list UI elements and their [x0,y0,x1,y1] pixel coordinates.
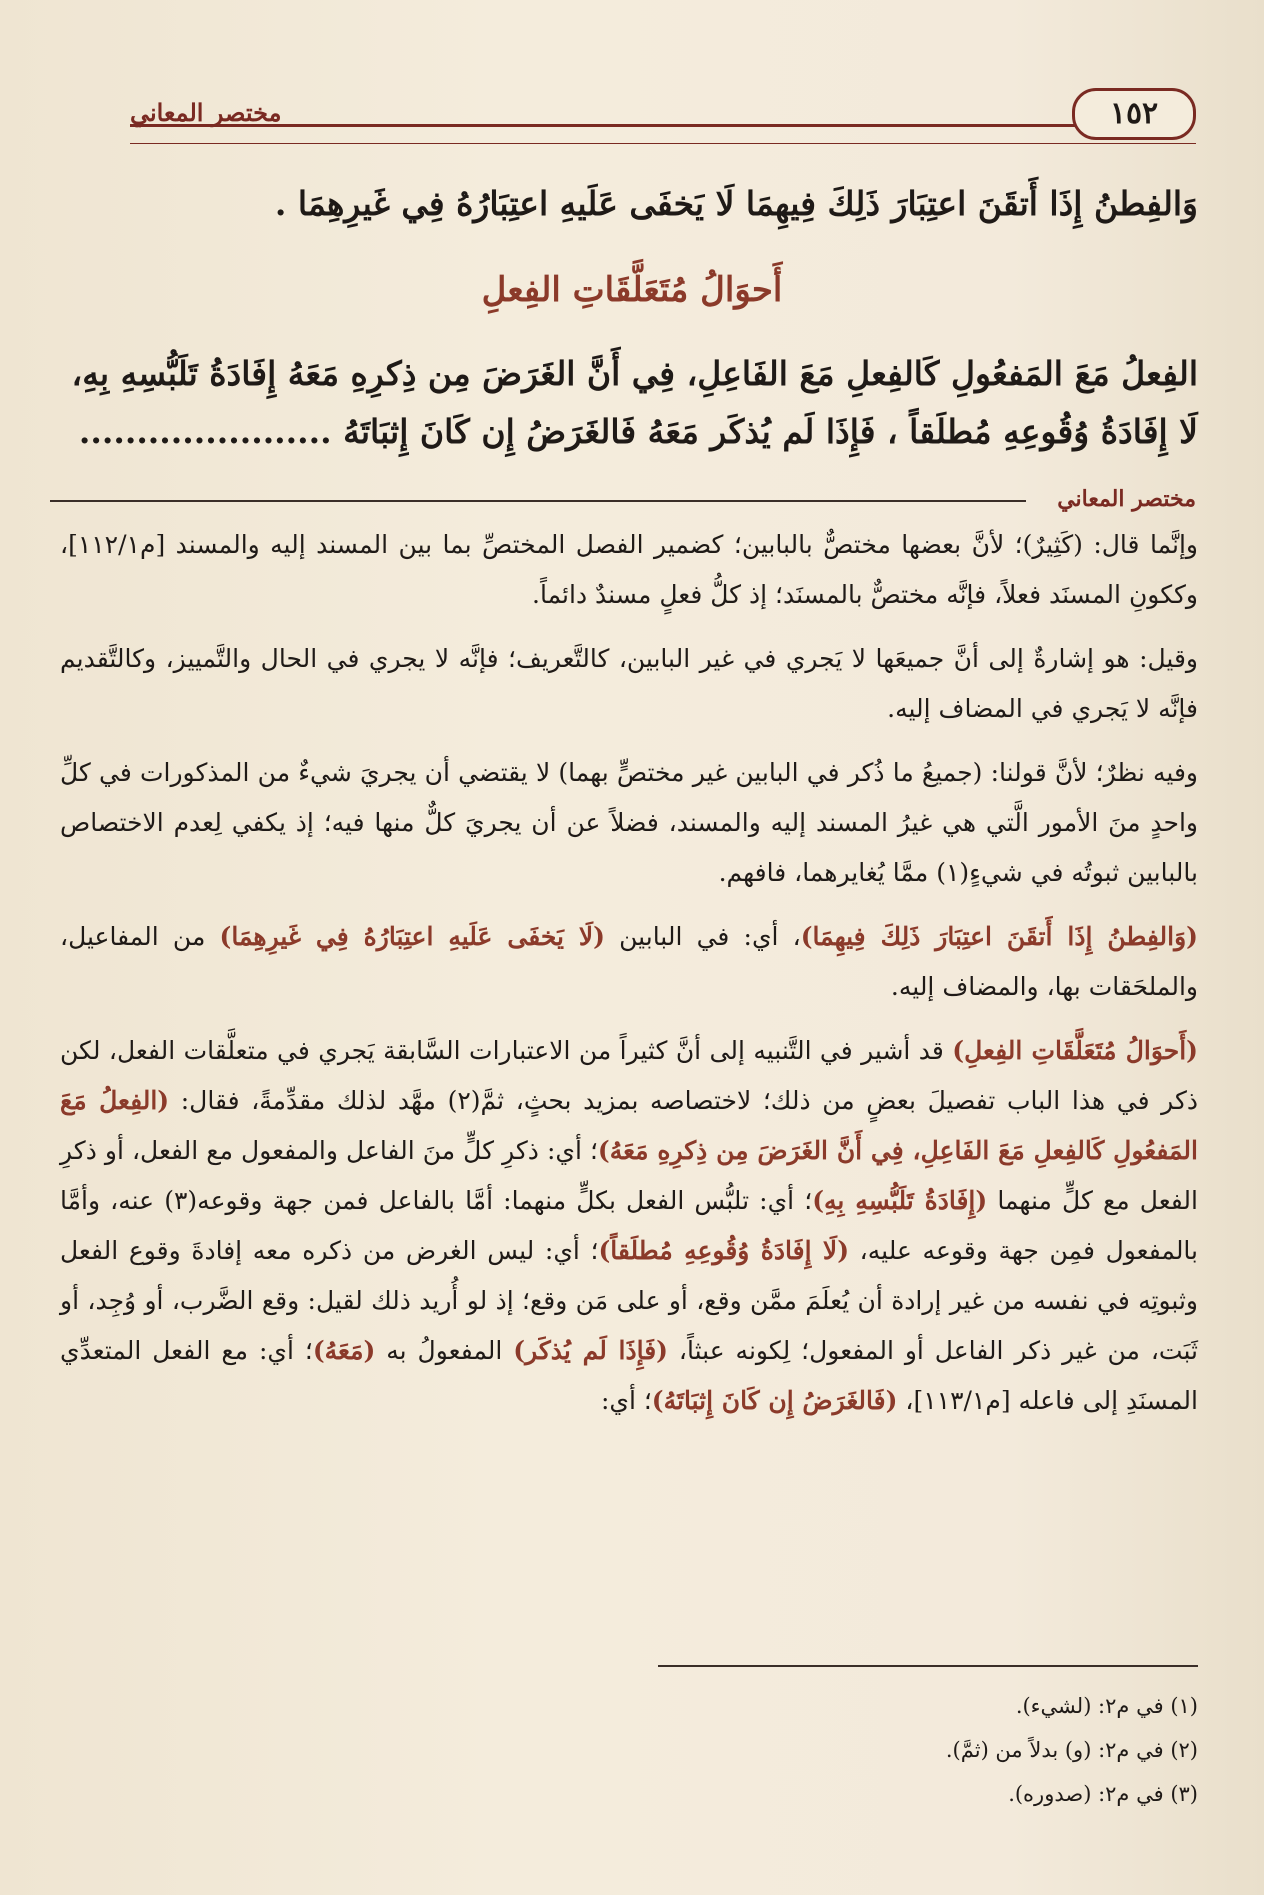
quoted-text: (لَا يَخفَى عَلَيهِ اعتِبَارُهُ فِي غَيرِهِمَا) [219,922,605,951]
commentary-text: ؛ أي: ذكرِ كلٍّ منَ الفاعل والمفعول مع الفعل، أو ذكرِ الفعل مع كلٍّ منهما [60,1136,1198,1215]
commentary-paragraph [60,1026,1198,1426]
quoted-text: (إِفَادَةُ تَلَبُّسِهِ بِهِ) [812,1186,988,1215]
commentary-text: ؛ أي: مع الفعل المتعدِّي المسنَدِ إلى فاعله [م١١٣/١]، [60,1336,1198,1415]
quoted-text: (مَعَهُ) [312,1336,376,1365]
main-text-line-3-content: لَا إِفَادَةُ وُقُوعِهِ مُطلَقاً ، فَإِذَا لَم يُذكَر مَعَهُ فَالغَرَضُ إِن كَانَ إِثبَاتَهُ [343,412,1198,451]
section-title: أَحوَالُ مُتَعَلَّقَاتِ الفِعلِ [481,270,783,310]
footnote-1: (١) في م٢: (لشيء). [1015,1694,1198,1718]
commentary-label: مختصر المعاني [1057,486,1196,512]
header-rule [130,124,1078,127]
footnote-2: (٢) في م٢: (و) بدلاً من (ثمَّ). [945,1738,1198,1762]
main-text-line-3 [60,403,1198,461]
commentary-text: ؛ أي: ليس الغرض من ذكره معه إفادةَ وقوع الفعل وثبوتِه في نفسه من غير إرادة أن يُعلَمَ ممَّن وقع، أو على مَن وقع؛ إذ لو أُريد ذلك لقيل: وقع الضَّرب، أو وُجِد، أو ثَبَت، من غير ذكر الفاعل أو المفعول؛ لِكونه عبثاً، [60,1236,1198,1365]
quoted-text: (أَحوَالُ مُتَعَلَّقَاتِ الفِعلِ) [952,1036,1198,1065]
quoted-text: (لَا إِفَادَةُ وُقُوعِهِ مُطلَقاً) [598,1236,850,1265]
quoted-text: (وَالفِطنُ إِذَا أَتقَنَ اعتِبَارَ ذَلِكَ فِيهِمَا) [800,922,1198,951]
quoted-text: (الفِعلُ مَعَ المَفعُولِ كَالفِعلِ مَعَ الفَاعِلِ، فِي أَنَّ الغَرَضَ مِن ذِكرِهِ مَعَهُ) [60,1086,1198,1165]
commentary-paragraph: وإنَّما قال: (كَثِيرٌ)؛ لأنَّ بعضها مختصٌّ بالبابين؛ كضمير الفصل المختصِّ بما بين المسند إليه والمسند [م١١٢/١]، وككونِ المسنَد فعلاً، فإنَّه مختصٌّ بالمسنَد؛ إذ كلُّ فعلٍ مسندٌ دائماً. [60,530,1198,609]
commentary-paragraph: وفيه نظرٌ؛ لأنَّ قولنا: (جميعُ ما ذُكر في البابين غير مختصٍّ بهما) لا يقتضي أن يجريَ شيءٌ من المذكورات في كلِّ واحدٍ منَ الأمور الَّتي هي غيرُ المسند إليه والمسند، فضلاً عن أن يجريَ كلٌّ منها فيه؛ إذ يكفي لِعدم الاختصاص بالبابين ثبوتُه في شيءٍ(١) ممَّا يُغايرهما، فافهم. [60,758,1198,887]
header-rule-thin [130,143,1196,144]
page-header [130,88,1196,140]
continuation-dots: ...................... [78,412,332,451]
divider-line [50,500,1026,502]
quoted-text: (فَإِذَا لَم يُذكَر) [513,1336,668,1365]
footnotes [60,1684,1198,1816]
quoted-text: (فَالغَرَضُ إِن كَانَ إِثبَاتَهُ) [651,1386,898,1415]
page-number: ١٥٢ [1072,88,1196,140]
commentary-text: قد أشير في التَّنبيه إلى أنَّ كثيراً من الاعتبارات السَّابقة يَجري في متعلَّقات الفعل، لكن ذكر في هذا الباب تفصيلَ بعضٍ من ذلك؛ لاختصاصه بمزيد بحثٍ، ثمَّ(٢) مهَّد لذلك مقدِّمةً، فقال: [60,1036,1199,1115]
main-text-line-2: الفِعلُ مَعَ المَفعُولِ كَالفِعلِ مَعَ الفَاعِلِ، فِي أَنَّ الغَرَضَ مِن ذِكرِهِ مَعَهُ إِفَادَةُ تَلَبُّسِهِ بِهِ، [71,354,1198,393]
main-text-line-1: وَالفِطنُ إِذَا أَتقَنَ اعتِبَارَ ذَلِكَ فِيهِمَا لَا يَخفَى عَلَيهِ اعتِبَارُهُ فِي غَيرِهِمَا . [274,184,1198,223]
commentary-text: ؛ أي: تلبُّس الفعل بكلٍّ منهما: أمَّا بالفاعل فمن جهة وقوعه(٣) عنه، وأمَّا بالمفعول فمِن جهة وقوعه عليه، [60,1186,1199,1265]
commentary-divider [50,486,1196,512]
commentary-text: ؛ أي: [600,1386,652,1415]
commentary [60,520,1198,1440]
commentary-text: من المفاعيل، والملحَقات بها، والمضاف إليه. [60,922,1198,1001]
running-title: مختصر المعاني [130,98,282,127]
footnote-3: (٣) في م٢: (صدوره). [1008,1782,1198,1806]
footnote-rule [658,1665,1198,1667]
commentary-text: المفعولُ به [375,1336,514,1365]
commentary-text: ، أي: في البابين [604,922,801,951]
commentary-paragraph [60,912,1198,1012]
commentary-paragraph: وقيل: هو إشارةٌ إلى أنَّ جميعَها لا يَجري في غير البابين، كالتَّعريف؛ فإنَّه لا يجري في الحال والتَّمييز، وكالتَّقديم فإنَّه لا يَجري في المضاف إليه. [60,644,1198,723]
